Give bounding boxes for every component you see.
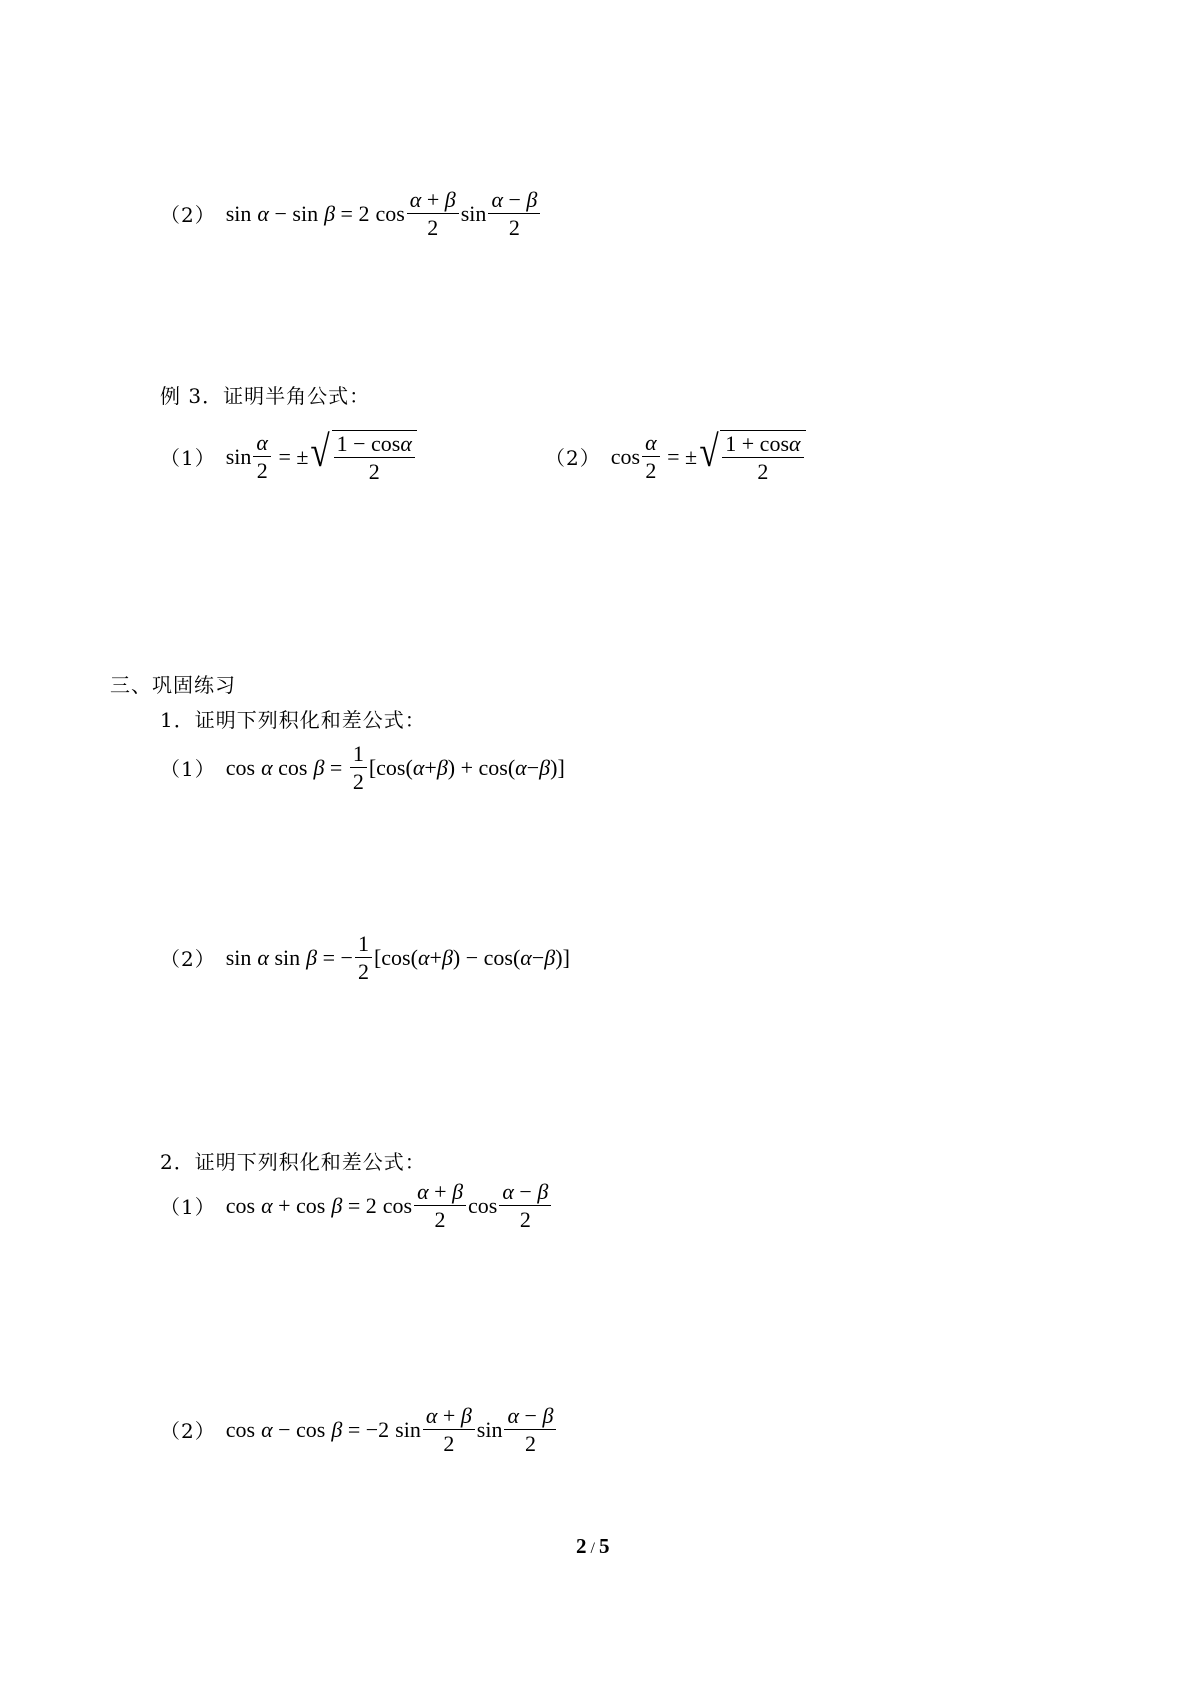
formula-math: cos $\frac{\alpha}{2}$ = ± √ $\frac{1 + \cos\alpha}{2}$	[611, 430, 806, 483]
question-1-title: 1．证明下列积化和差公式：	[160, 708, 426, 732]
item-label: （2）	[545, 446, 601, 471]
formula-ex3-1	[160, 427, 417, 485]
formula-q2-2	[160, 1404, 558, 1455]
item-label: （2）	[160, 203, 216, 228]
item-label: （2）	[160, 1419, 216, 1444]
question-2-title: 2．证明下列积化和差公式：	[160, 1150, 426, 1174]
item-label: （1）	[160, 446, 216, 471]
section-3-title: 三、巩固练习	[110, 673, 236, 697]
formula-math: cos α cos β = $\frac{1}{2}$ [cos( α + β ) + cos( α − β )]	[225, 741, 565, 795]
item-label: （1）	[160, 757, 216, 782]
formula-math: sin α sin β = − $\frac{1}{2}$ [cos( α + β ) − cos( α − β )]	[225, 931, 570, 985]
formula-top-2	[160, 188, 542, 239]
formula-math: cos α − cos β = −2 sin $\frac{\alpha + \beta}{2}$ sin $\frac{\alpha - \beta}{2}$	[226, 1404, 559, 1455]
formula-math: sin $\frac{\alpha}{2}$ = ± √ $\frac{1 - \cos\alpha}{2}$	[226, 430, 417, 483]
page-number	[576, 1534, 609, 1559]
page-total: 5	[598, 1534, 610, 1558]
example-3-title: 例 3．证明半角公式：	[160, 384, 371, 408]
formula-math: cos α + cos β = 2 cos $\frac{\alpha + \beta}{2}$ cos $\frac{\alpha - \beta}{2}$	[226, 1180, 554, 1231]
page-current: 2	[576, 1534, 587, 1558]
formula-q1-1	[160, 742, 565, 793]
item-label: （2）	[160, 947, 216, 972]
page-separator: /	[590, 1540, 595, 1557]
formula-q2-1	[160, 1180, 553, 1231]
formula-math: sin α − sin β = 2 cos $\frac{\alpha + \beta}{2}$ sin $\frac{\alpha - \beta}{2}$	[226, 188, 543, 239]
formula-ex3-2	[545, 427, 806, 485]
formula-q1-2	[160, 932, 570, 983]
item-label: （1）	[160, 1195, 216, 1220]
